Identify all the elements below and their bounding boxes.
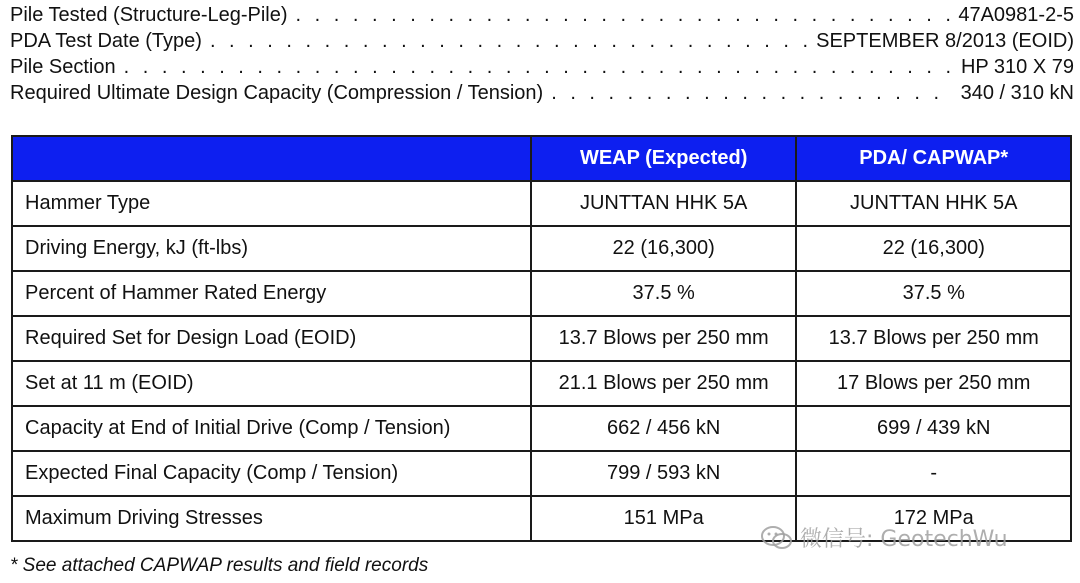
pda-test-date-row — [10, 28, 1074, 54]
table-row — [12, 316, 1071, 361]
pda-value: 13.7 Blows per 250 mm — [796, 316, 1071, 361]
table-row — [12, 361, 1071, 406]
pda-value: JUNTTAN HHK 5A — [796, 181, 1071, 226]
results-table — [11, 135, 1072, 542]
row-label: Percent of Hammer Rated Energy — [12, 271, 531, 316]
table-row — [12, 406, 1071, 451]
footnote: * See attached CAPWAP results and field records — [10, 555, 429, 576]
pda-test-date-label: PDA Test Date (Type) — [10, 30, 202, 52]
wechat-icon — [760, 525, 794, 551]
design-capacity-value: 340 / 310 kN — [960, 82, 1074, 104]
row-label: Set at 11 m (EOID) — [12, 361, 531, 406]
column-header-pda: PDA/ CAPWAP* — [796, 136, 1071, 181]
weap-value: 151 MPa — [531, 496, 797, 541]
dot-leader — [296, 2, 951, 28]
pile-tested-value: 47A0981-2-5 — [958, 4, 1074, 26]
pda-value: 699 / 439 kN — [796, 406, 1071, 451]
pda-value: 22 (16,300) — [796, 226, 1071, 271]
pda-value: 172 MPa — [796, 496, 1071, 541]
weap-value: 13.7 Blows per 250 mm — [531, 316, 797, 361]
table-row — [12, 451, 1071, 496]
row-label: Driving Energy, kJ (ft-lbs) — [12, 226, 531, 271]
column-header-parameter — [12, 136, 531, 181]
weap-value: 22 (16,300) — [531, 226, 797, 271]
pile-section-row — [10, 54, 1074, 80]
table-row — [12, 226, 1071, 271]
pda-value: - — [796, 451, 1071, 496]
pile-tested-row — [10, 2, 1074, 28]
weap-value: 662 / 456 kN — [531, 406, 797, 451]
design-capacity-row — [10, 80, 1074, 106]
table-header-row — [12, 136, 1071, 181]
table-row — [12, 181, 1071, 226]
pile-section-value: HP 310 X 79 — [960, 56, 1074, 78]
watermark — [760, 522, 1008, 553]
dot-leader — [551, 80, 952, 106]
row-label: Capacity at End of Initial Drive (Comp / Tension) — [12, 406, 531, 451]
row-label: Required Set for Design Load (EOID) — [12, 316, 531, 361]
pile-tested-label: Pile Tested (Structure-Leg-Pile) — [10, 4, 288, 26]
pda-value: 37.5 % — [796, 271, 1071, 316]
pda-value: 17 Blows per 250 mm — [796, 361, 1071, 406]
dot-leader — [210, 28, 808, 54]
weap-value: JUNTTAN HHK 5A — [531, 181, 797, 226]
row-label: Maximum Driving Stresses — [12, 496, 531, 541]
pile-section-label: Pile Section — [10, 56, 116, 78]
table-row — [12, 271, 1071, 316]
row-label: Hammer Type — [12, 181, 531, 226]
pile-info-header — [10, 2, 1074, 106]
dot-leader — [124, 54, 953, 80]
row-label: Expected Final Capacity (Comp / Tension) — [12, 451, 531, 496]
weap-value: 21.1 Blows per 250 mm — [531, 361, 797, 406]
pda-test-date-value: SEPTEMBER 8/2013 (EOID) — [816, 30, 1074, 52]
watermark-text: 微信号: GeotechWu — [800, 527, 1008, 552]
weap-value: 37.5 % — [531, 271, 797, 316]
column-header-weap: WEAP (Expected) — [531, 136, 797, 181]
design-capacity-label: Required Ultimate Design Capacity (Compression / Tension) — [10, 82, 544, 104]
weap-value: 799 / 593 kN — [531, 451, 797, 496]
